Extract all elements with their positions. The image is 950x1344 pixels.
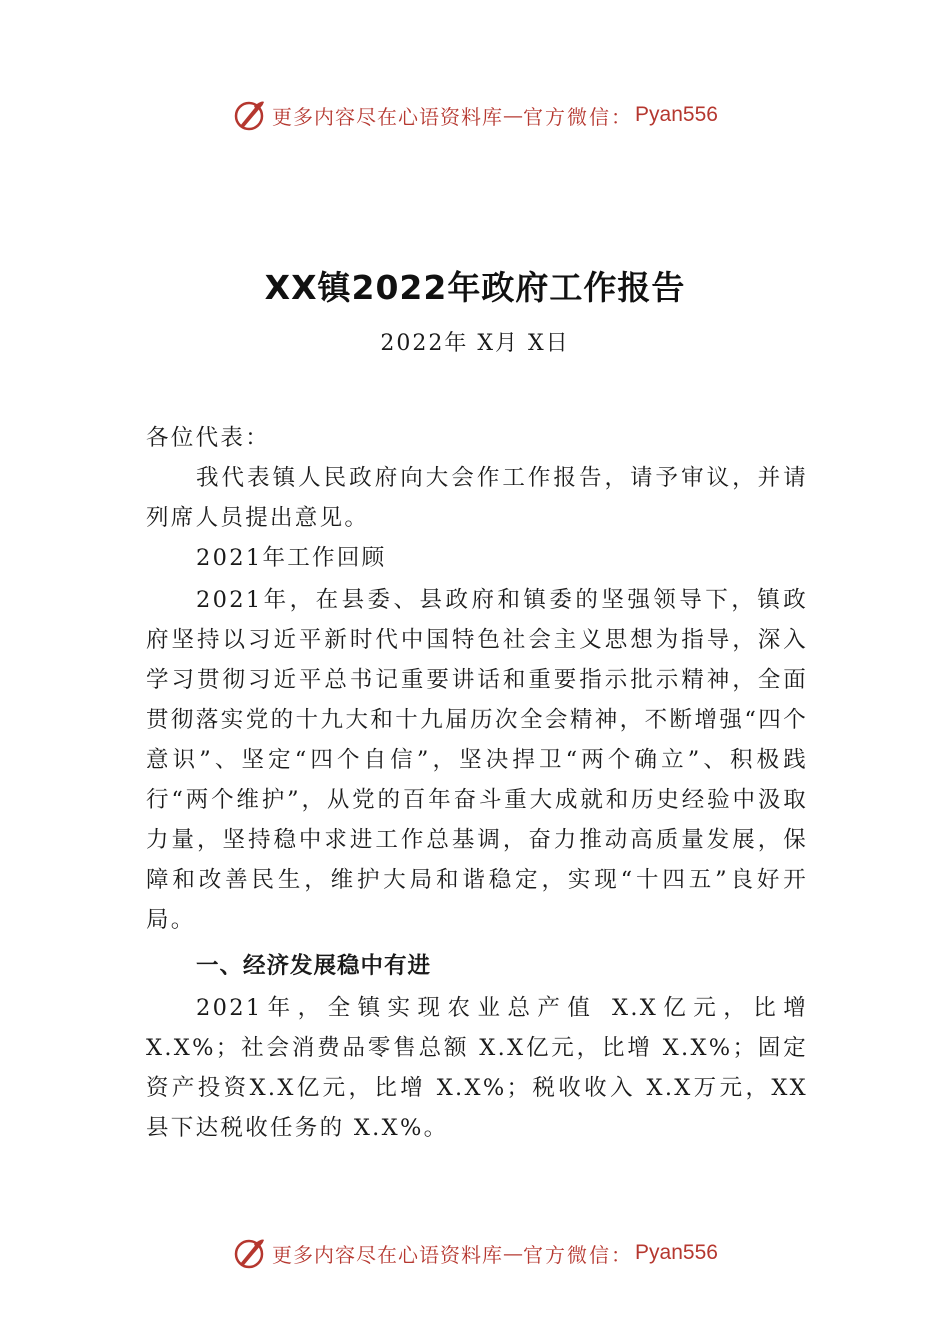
banner-separator: —: [503, 103, 524, 127]
quill-circle-logo-icon: [232, 1236, 266, 1270]
review-heading: 2021年工作回顾: [196, 545, 387, 571]
banner-text: 更多内容尽在心语资料库: [272, 1242, 504, 1267]
intro-paragraph: 我代表镇人民政府向大会作工作报告，请予审议，并请列席人员提出意见。: [146, 465, 808, 531]
banner-contact-id: Pyan556: [635, 1241, 718, 1264]
header-banner: [0, 95, 950, 135]
salutation: 各位代表：: [146, 425, 271, 451]
banner-contact-id: Pyan556: [635, 103, 718, 126]
document-body: [146, 418, 808, 1148]
footer-banner: [0, 1233, 950, 1273]
banner-text: 更多内容尽在心语资料库: [272, 104, 504, 129]
section-heading: 一、经济发展稳中有进: [196, 953, 432, 979]
quill-circle-logo-icon: [232, 98, 266, 132]
review-paragraph: 2021年，在县委、县政府和镇委的坚强领导下，镇政府坚持以习近平新时代中国特色社会主义思想为指导，深入学习贯彻习近平总书记重要讲话和重要指示批示精神，全面贯彻落实党的十九大和十九届历次全会精神，不断增强“四个意识”、坚定“四个自信”，坚决捍卫“两个确立”、积极践行“两个维护”，从党的百年奋斗重大成就和历史经验中汲取力量，坚持稳中求进工作总基调，奋力推动高质量发展，保障和改善民生，维护大局和谐稳定，实现“十四五”良好开局。: [146, 587, 808, 933]
section-paragraph: 2021年，全镇实现农业总产值 X.X亿元，比增 X.X%；社会消费品零售总额 X.X亿元，比增 X.X%；固定资产投资X.X亿元，比增 X.X%；税收收入 X.X万元，XX县下达税收任务的 X.X%。: [146, 995, 808, 1141]
banner-contact-label: 官方微信：: [523, 1242, 634, 1267]
banner-separator: —: [503, 1241, 524, 1265]
document-date: 2022年 X月 X日: [380, 331, 570, 356]
document-title: XX镇2022年政府工作报告: [264, 268, 686, 307]
banner-contact-label: 官方微信：: [523, 104, 634, 129]
